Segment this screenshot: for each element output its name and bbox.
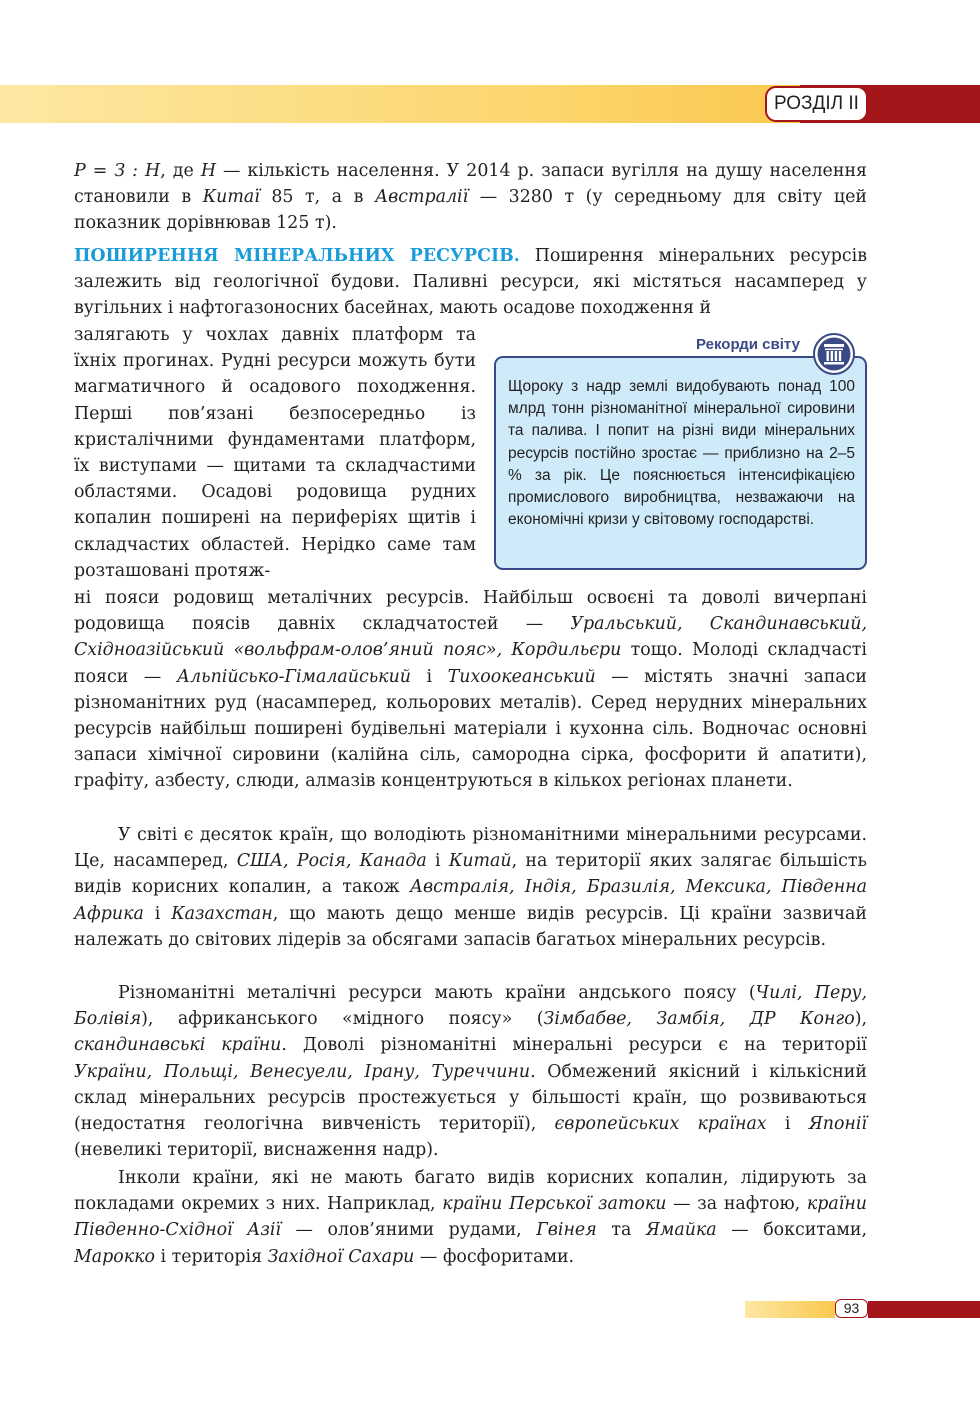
text-run: — кількість населення. У 2014 р. запаси вугілля на душу населення становили в <box>74 161 868 208</box>
text-run: і територія <box>155 1246 268 1267</box>
italic-term: Зімбабве, Замбія, ДР Конго <box>543 1009 855 1030</box>
italic-term: європейських країнах <box>554 1114 767 1135</box>
text-run: Різноманітні металічні ресурси мають країни андського поясу ( <box>118 983 756 1003</box>
text-run: — бокситами, <box>716 1220 867 1241</box>
italic-term: Західної Сахари <box>267 1246 415 1267</box>
text-run: і <box>143 903 172 924</box>
text-run: У світі є десяток країн, що володіють різноманітними мінеральними ресурсами. Це, насамперед, <box>74 825 867 872</box>
paragraph <box>74 1165 867 1270</box>
text-run: і <box>426 851 449 872</box>
italic-term: Уральський, Скандинавський, Східноазійський «вольфрам-олов’яний пояс», Кордильєри <box>74 614 867 661</box>
text-run: ), африканського «мідного поясу» ( <box>141 1009 544 1030</box>
paragraph <box>74 243 867 322</box>
text-run: — олов’яними рудами, <box>280 1220 537 1241</box>
page-number: 93 <box>835 1299 868 1318</box>
italic-term: Чилі, Перу, Болівія <box>74 983 867 1030</box>
italic-term: Австралії <box>374 187 469 208</box>
italic-term: Японії <box>808 1114 867 1135</box>
text-run: залягають у чохлах давніх платформ та їхніх прогинах. Рудні ресурси можуть бути магматичного й осадового походження. Перші пов’язані безпосередньо із кристалічними фундаментами платформ, їх виступами — щитами та складчастими областями. Осадові родовища рудних копалин поширені на периферіях щитів і складчастих областей. Нерідко саме там розташовані протяж- <box>74 325 476 581</box>
sidebar-box <box>494 356 867 570</box>
italic-term: США, Росія, Канада <box>236 851 427 872</box>
italic-term: Казахстан <box>171 903 273 924</box>
italic-term: Китаї <box>202 187 260 208</box>
text-run: і <box>410 666 448 687</box>
italic-term: України, Польщі, Венесуели, Ірану, Туреччини <box>74 1061 531 1082</box>
paragraph <box>74 980 867 1163</box>
italic-term: країни Південно-Східної Азії <box>74 1194 867 1241</box>
text-run: ні пояси родовищ металічних ресурсів. Найбільш освоєні та доволі вичерпані родовища поясів давніх складчатостей — <box>74 588 867 635</box>
text-run: . Доволі різноманітні мінеральні ресурси є на території <box>281 1035 867 1056</box>
section-heading: ПОШИРЕННЯ МІНЕРАЛЬНИХ РЕСУРСІВ. <box>74 246 520 266</box>
italic-term: Марокко <box>74 1246 156 1267</box>
text-run: . Обмежений якісний і кількісний склад мінеральних ресурсів простежується у більшості країн, що розвиваються (недостатня геологічна вивченість території), <box>74 1061 867 1135</box>
sidebar-text: Щороку з надр землі видобувають понад 100 млрд тонн різноманітної мінеральної сировини та палива. І попит на різні види мінеральних ресурсів постійно зростає — приблизно на 2–5 % за рік. Це пояснюється інтенсифікацією промислового виробництва, незважаючи на економічні кризи у світовому господарстві. <box>508 378 855 529</box>
paragraph <box>74 822 867 953</box>
text-run: — 3280 т (у середньому для світу цей показник дорівнював 125 т). <box>74 187 867 234</box>
text-run: — фосфоритами. <box>414 1246 575 1267</box>
italic-term: Австралія, Індія, Бразилія, Мексика, Південна Африка <box>74 877 867 924</box>
footer-band <box>745 1301 835 1318</box>
text-run: , де <box>160 161 201 181</box>
section-label: РОЗДІЛ II <box>765 86 868 122</box>
italic-term: Н <box>200 161 216 181</box>
paragraph <box>74 322 476 584</box>
text-run: тощо. Молоді складчасті пояси — <box>74 640 867 687</box>
sidebar-title: Рекорди світу <box>696 336 800 353</box>
italic-term: Ямайка <box>645 1220 717 1241</box>
italic-term: скандинавські країни <box>74 1035 282 1056</box>
text-run: ), <box>854 1009 868 1030</box>
text-run: і <box>766 1114 809 1135</box>
header-band <box>0 85 800 123</box>
text-run: та <box>596 1220 646 1241</box>
italic-term: Гвінея <box>536 1220 597 1241</box>
paragraph <box>74 158 867 237</box>
text-run: 85 т, а в <box>259 187 375 208</box>
text-run: — містять значні запаси різноманітних руд (насамперед, кольорових металів). Серед нерудних мінеральних ресурсів найбільш поширені будівельні матеріали і кухонна сіль. Водночас основні запаси хімічної сировини (калійна сіль, самородна сірка, фосфорити й апатити), графіту, азбесту, слюди, алмазів концентруються в кількох регіонах планети. <box>74 666 868 792</box>
text-run: , що мають дещо менше видів ресурсів. Ці країни зазвичай належать до світових лідерів за обсягами запасів багатьох мінеральних ресурсів. <box>74 903 867 950</box>
text-run: , на території яких залягає більшість видів корисних копалин, а також <box>74 851 867 898</box>
paragraph <box>74 585 867 795</box>
italic-term: Р = З : Н <box>74 161 161 181</box>
text-run: — за нафтою, <box>666 1194 807 1215</box>
text-run: (невеликі території, виснаження надр). <box>74 1140 439 1161</box>
italic-term: країни Перської затоки <box>442 1194 667 1215</box>
italic-term: Альпійсько-Гімалайський <box>176 666 411 687</box>
footer-accent-band <box>868 1301 980 1318</box>
italic-term: Тихоокеанський <box>447 666 596 687</box>
column-icon <box>813 333 855 375</box>
italic-term: Китай <box>448 851 512 872</box>
text-run: Поширення мінеральних ресурсів залежить від геологічної будови. Паливні ресурси, які містяться насамперед у вугільних і нафтогазоносних басейнах, мають осадове походження й <box>74 246 868 319</box>
text-run: Інколи країни, які не мають багато видів корисних копалин, лідирують за покладами окремих з них. Наприклад, <box>74 1168 867 1215</box>
